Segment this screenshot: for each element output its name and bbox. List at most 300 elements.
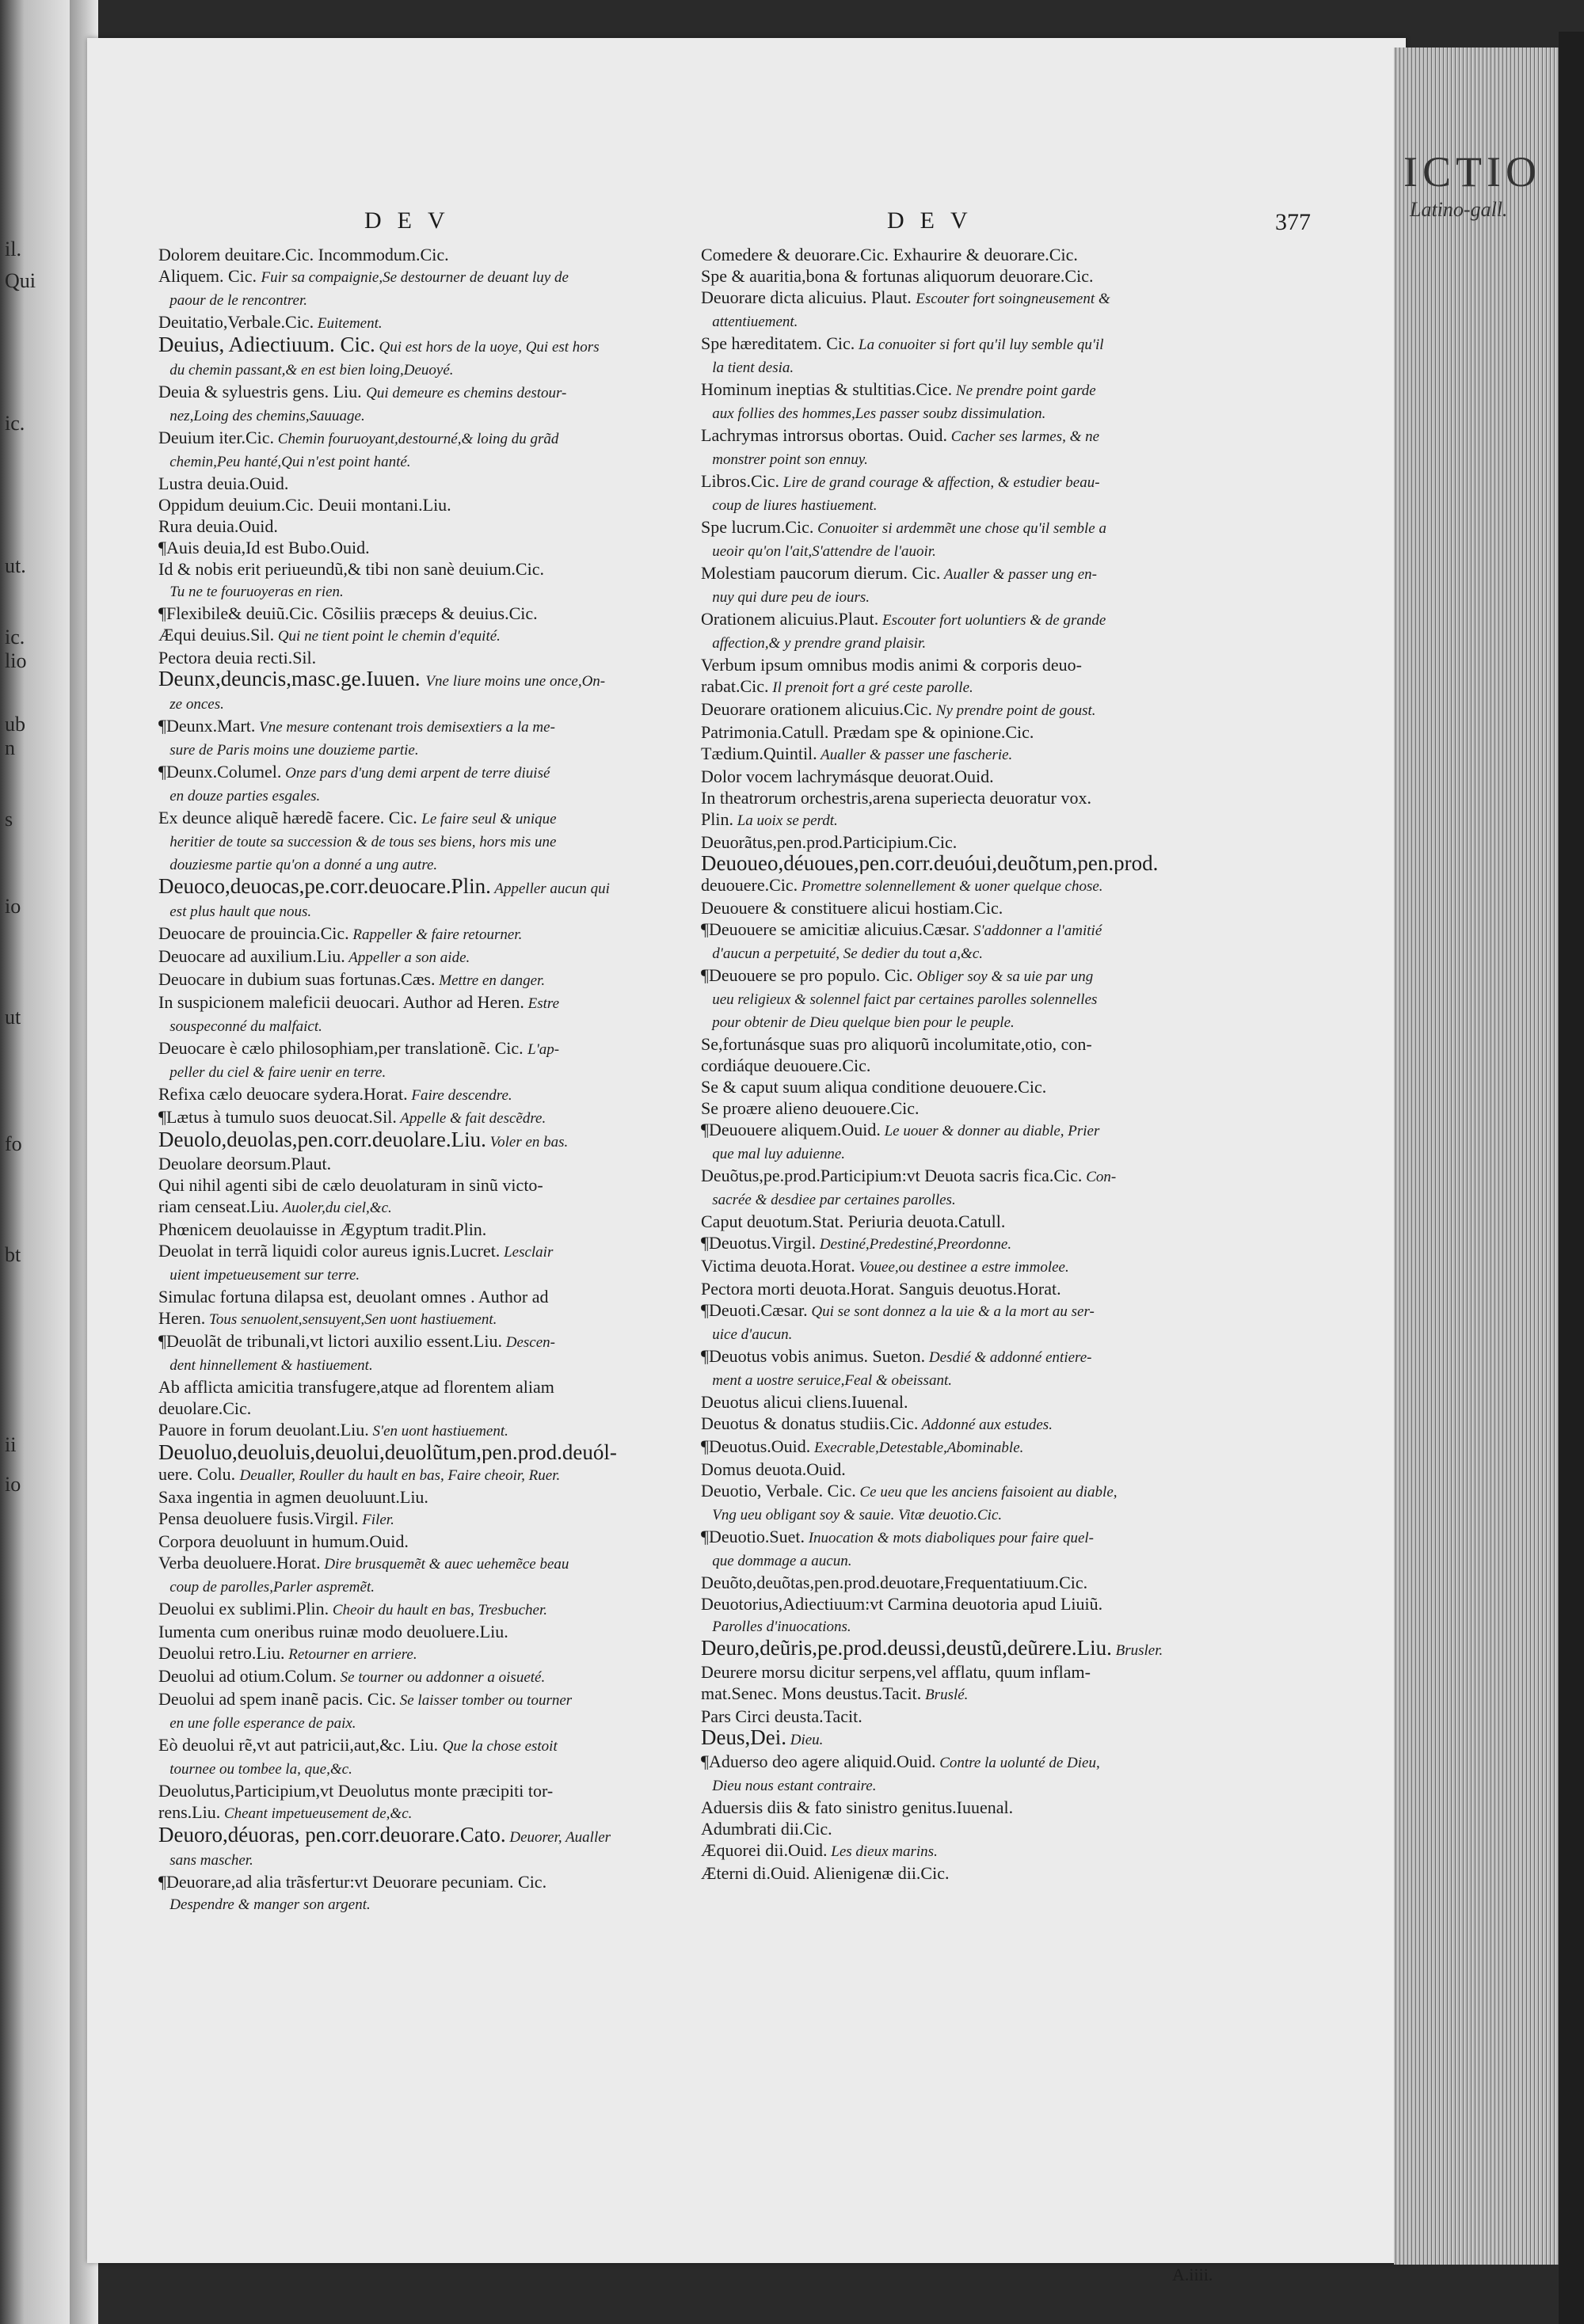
french-gloss: Lire de grand courage & affection, & estudier beau- <box>779 474 1100 491</box>
french-gloss: Dieu nous estant contraire. <box>701 1778 877 1794</box>
latin-text: Eò deuolui rẽ,vt aut patricii,aut,&c. Liu. <box>158 1735 443 1755</box>
french-gloss: Faire descendre. <box>407 1087 512 1104</box>
dictionary-line <box>158 1398 713 1419</box>
french-gloss: Vouee,ou destinee a estre immolee. <box>855 1259 1069 1276</box>
latin-text: Deuorare dicta alicuius. Plaut. <box>701 287 916 307</box>
latin-text: Æquorei dii.Ouid. <box>701 1840 828 1860</box>
french-gloss: sacrée & desdiee par certaines parolles. <box>701 1192 956 1208</box>
dictionary-line <box>158 1665 713 1688</box>
dictionary-line <box>158 265 713 288</box>
dictionary-line <box>701 808 1255 831</box>
margin-fragment: il. <box>5 238 21 261</box>
dictionary-line <box>701 401 1255 424</box>
latin-text: In theatrorum orchestris,arena superiecta deuoratur vox. <box>701 788 1091 808</box>
latin-text: Adumbrati dii.Cic. <box>701 1819 832 1839</box>
french-gloss: Fuir sa compaignie,Se destourner de deuant luy de <box>261 269 569 286</box>
dictionary-line <box>701 1839 1255 1862</box>
latin-text: Deuorare orationem alicuius.Cic. <box>701 699 933 719</box>
dictionary-line <box>701 1345 1255 1368</box>
french-gloss: Inuocation & mots diaboliques pour faire quel- <box>804 1530 1094 1546</box>
french-gloss: Rappeller & faire retourner. <box>348 926 523 943</box>
dictionary-line <box>158 288 713 311</box>
dictionary-line <box>158 1642 713 1665</box>
dictionary-line <box>158 1598 713 1621</box>
latin-text: Deuoro,déuoras, pen.corr.deuorare.Cato. <box>158 1824 506 1847</box>
french-gloss: Obliger soy & sa uie par ung <box>912 968 1094 985</box>
latin-text: Deuolui ad spem inanẽ pacis. Cic. <box>158 1689 396 1709</box>
latin-text: Pectora morti deuota.Horat. Sanguis deuotus.Horat. <box>701 1279 1061 1299</box>
latin-text: Orationem alicuius.Plaut. <box>701 609 879 629</box>
dictionary-line <box>158 1711 713 1734</box>
french-gloss: dent hinnellement & hastiuement. <box>158 1357 373 1374</box>
french-gloss: Execrable,Detestable,Abominable. <box>810 1440 1024 1456</box>
french-gloss: Qui se sont donnez a la uie & a la mort au ser- <box>807 1303 1095 1320</box>
dictionary-line <box>158 311 713 334</box>
latin-text: Deuolui ex sublimi.Plin. <box>158 1599 329 1618</box>
right-column <box>701 244 1255 1884</box>
latin-text: Id & nobis erit periueundũ,& tibi non sanè deuium.Cic. <box>158 559 544 579</box>
dictionary-line <box>701 1278 1255 1299</box>
latin-text: Corpora deuoluunt in humum.Ouid. <box>158 1531 409 1551</box>
french-gloss: nuy qui dure peu de iours. <box>701 589 870 606</box>
dictionary-line <box>158 1780 713 1801</box>
latin-text: ¶Deuorare,ad alia trãsfertur:vt Deuorare pecuniam. Cic. <box>158 1872 547 1892</box>
dictionary-line <box>158 473 713 494</box>
dictionary-line <box>158 1508 713 1531</box>
french-gloss: Euitement. <box>314 315 383 332</box>
dictionary-line <box>701 1413 1255 1436</box>
dictionary-line <box>158 1353 713 1376</box>
french-gloss: Voler en bas. <box>485 1134 569 1151</box>
dictionary-line <box>158 1196 713 1219</box>
dictionary-line <box>158 1575 713 1598</box>
latin-text: deuolare.Cic. <box>158 1398 252 1418</box>
dictionary-line <box>158 692 713 715</box>
margin-fragment: ii <box>5 1433 17 1456</box>
latin-text: Se,fortunásque suas pro aliquorũ incolumitate,otio, con- <box>701 1034 1092 1054</box>
french-gloss: peller du ciel & faire uenir en terre. <box>158 1064 386 1081</box>
french-gloss: ueoir qu'on l'ait,S'attendre de l'auoir. <box>701 543 936 560</box>
latin-text: ¶Deuolãt de tribunali,vt lictori auxilio essent.Liu. <box>158 1331 502 1351</box>
latin-text: Spe lucrum.Cic. <box>701 517 814 537</box>
latin-text: Libros.Cic. <box>701 471 779 491</box>
latin-text: Deus,Dei. <box>701 1727 786 1749</box>
dictionary-line <box>158 668 713 692</box>
dictionary-line <box>158 1688 713 1711</box>
dictionary-line <box>158 738 713 761</box>
dictionary-line <box>158 1106 713 1129</box>
dictionary-line <box>158 922 713 945</box>
dictionary-line <box>701 787 1255 808</box>
margin-fragment: lio <box>5 649 27 672</box>
french-gloss: ueu religieux & solennel faict par certaines parolles solennelles <box>701 991 1098 1008</box>
latin-text: Refixa cælo deuocare sydera.Horat. <box>158 1084 408 1104</box>
dictionary-line <box>701 310 1255 333</box>
french-gloss: Con- <box>1082 1169 1117 1185</box>
latin-text: Æqui deuius.Sil. <box>158 625 275 645</box>
latin-text: ¶Deunx.Columel. <box>158 762 282 782</box>
dictionary-line <box>701 1119 1255 1142</box>
latin-text: Æterni di.Ouid. Alienigenæ dii.Cic. <box>701 1863 950 1883</box>
dictionary-line <box>158 761 713 784</box>
dictionary-line <box>701 1299 1255 1322</box>
dictionary-line <box>158 1307 713 1330</box>
dictionary-line <box>158 537 713 558</box>
thumb-tab-sublabel: Latino-gall. <box>1410 198 1508 221</box>
latin-text: Deuoluo,deuoluis,deuolui,deuolũtum,pen.prod.deuól- <box>158 1442 617 1463</box>
margin-fragment: io <box>5 1473 21 1496</box>
dictionary-line <box>158 358 713 381</box>
french-gloss: Bruslé. <box>921 1687 969 1703</box>
dictionary-line <box>158 715 713 738</box>
latin-text: Deuolat in terrã liquidi color aureus ignis.Lucret. <box>158 1241 501 1261</box>
dictionary-line <box>701 897 1255 919</box>
latin-text: Deuocare ad auxilium.Liu. <box>158 946 345 966</box>
french-gloss: ze onces. <box>158 696 224 713</box>
margin-fragment: bt <box>5 1243 21 1266</box>
french-gloss: Vng ueu obligant soy & sauie. Vitæ deuotio.Cic. <box>701 1507 1003 1523</box>
french-gloss: Cheant impetueusement de,&c. <box>220 1805 413 1822</box>
latin-text: Pars Circi deusta.Tacit. <box>701 1706 862 1726</box>
latin-text: Heren. <box>158 1308 206 1328</box>
dictionary-line <box>701 333 1255 356</box>
latin-text: Deuia & syluestris gens. Liu. <box>158 382 367 401</box>
dictionary-line <box>158 1486 713 1508</box>
dictionary-line <box>158 450 713 473</box>
french-gloss: uice d'aucun. <box>701 1326 793 1343</box>
latin-text: Verbum ipsum omnibus modis animi & corporis deuo- <box>701 655 1082 675</box>
dictionary-line <box>158 1531 713 1552</box>
latin-text: Deunx,deuncis,masc.ge.Iuuen. <box>158 668 426 690</box>
margin-fragment: io <box>5 895 21 918</box>
french-gloss: Dire brusquemẽt & auec uehemẽce beau <box>320 1556 569 1573</box>
latin-text: ¶Deuoti.Cæsar. <box>701 1300 808 1320</box>
french-gloss: aux follies des hommes,Les passer soubz dissimulation. <box>701 405 1046 422</box>
french-gloss: Se tourner ou addonner a oisueté. <box>336 1669 546 1686</box>
dictionary-line <box>158 624 713 647</box>
french-gloss: ment a uostre seruice,Feal & obeissant. <box>701 1372 952 1389</box>
latin-text: Deuro,deũris,pe.prod.deussi,deustũ,deũrere.Liu. <box>701 1637 1112 1660</box>
dictionary-line <box>701 470 1255 493</box>
french-gloss: Deualler, Rouller du hault en bas, Faire cheoir, Ruer. <box>239 1467 561 1484</box>
latin-text: Deuocare è cælo philosophiam,per translationẽ. Cic. <box>158 1038 528 1058</box>
latin-text: Molestiam paucorum dierum. Cic. <box>701 563 941 583</box>
margin-fragment: ub <box>5 713 25 736</box>
dictionary-line <box>158 830 713 853</box>
dictionary-line <box>158 1263 713 1286</box>
dictionary-line <box>701 287 1255 310</box>
french-gloss: douziesme partie qu'on a donné a ung autre. <box>158 857 438 873</box>
french-gloss: du chemin passant,& en est bien loing,Deuoyé. <box>158 362 454 378</box>
french-gloss: uient impetueusement sur terre. <box>158 1267 360 1284</box>
dictionary-line <box>158 647 713 668</box>
french-gloss: la tient desia. <box>701 359 794 376</box>
dictionary-line <box>701 1706 1255 1727</box>
dictionary-line <box>701 1593 1255 1615</box>
dictionary-line <box>701 1683 1255 1706</box>
latin-text: Patrimonia.Catull. Prædam spe & opinione.Cic. <box>701 722 1034 742</box>
margin-fragment: n <box>5 736 15 759</box>
french-gloss: sans mascher. <box>158 1852 253 1869</box>
margin-fragment: ut <box>5 1006 21 1029</box>
french-gloss: Appeller aucun qui <box>490 881 610 897</box>
dictionary-line <box>701 675 1255 698</box>
latin-text: Deuium iter.Cic. <box>158 428 275 447</box>
left-page-edge <box>0 0 70 2324</box>
latin-text: rens.Liu. <box>158 1802 221 1822</box>
dictionary-line <box>701 1727 1255 1751</box>
dictionary-line <box>701 743 1255 766</box>
page-edges <box>1394 48 1560 2265</box>
french-gloss: La uoix se perdt. <box>733 812 838 829</box>
latin-text: Victima deuota.Horat. <box>701 1256 855 1276</box>
dictionary-line <box>701 874 1255 897</box>
latin-text: Lachrymas introrsus obortas. Ouid. <box>701 425 947 445</box>
french-gloss: Aualler & passer ung en- <box>940 566 1097 583</box>
latin-text: Deuolare deorsum.Plaut. <box>158 1154 332 1173</box>
french-gloss: est plus hault que nous. <box>158 903 312 920</box>
dictionary-line <box>158 1419 713 1442</box>
left-page-margin-text <box>0 0 70 2324</box>
dictionary-line <box>158 1286 713 1307</box>
dictionary-line <box>158 1552 713 1575</box>
dictionary-line <box>701 1322 1255 1345</box>
latin-text: Deuorãtus,pen.prod.Participium.Cic. <box>701 832 958 852</box>
latin-text: Deuotus alicui cliens.Iuuenal. <box>701 1392 908 1412</box>
dictionary-line <box>158 603 713 624</box>
dictionary-line <box>158 244 713 265</box>
dictionary-line <box>158 1442 713 1463</box>
french-gloss: Filer. <box>358 1512 394 1528</box>
dictionary-line <box>701 1391 1255 1413</box>
latin-text: ¶Deuotus.Virgil. <box>701 1233 817 1253</box>
latin-text: deuouere.Cic. <box>701 875 798 895</box>
french-gloss: Mettre en danger. <box>435 972 546 989</box>
latin-text: ¶Deuotus.Ouid. <box>701 1436 811 1456</box>
french-gloss: Auoler,du ciel,&c. <box>279 1200 392 1216</box>
margin-fragment: fo <box>5 1132 22 1155</box>
dictionary-line <box>158 853 713 876</box>
french-gloss: Estre <box>524 995 560 1012</box>
dictionary-line <box>701 1255 1255 1278</box>
latin-text: Se proære alieno deuouere.Cic. <box>701 1098 920 1118</box>
french-gloss: sure de Paris moins une douzieme partie. <box>158 742 419 759</box>
latin-text: Aliquem. Cic. <box>158 266 261 286</box>
latin-text: rabat.Cic. <box>701 676 769 696</box>
french-gloss: S'addonner a l'amitié <box>969 922 1102 939</box>
dictionary-line <box>158 1153 713 1174</box>
margin-fragment: ut. <box>5 554 26 577</box>
french-gloss: Cacher ses larmes, & ne <box>947 428 1100 445</box>
dictionary-line <box>701 1549 1255 1572</box>
latin-text: ¶Deuotio.Suet. <box>701 1527 805 1546</box>
french-gloss: Promettre solennellement & uoner quelque chose. <box>798 878 1103 895</box>
french-gloss: Que la chose estoit <box>442 1738 558 1755</box>
french-gloss: L'ap- <box>527 1041 560 1058</box>
dictionary-line <box>701 831 1255 853</box>
dictionary-line <box>158 1871 713 1892</box>
dictionary-line <box>701 1615 1255 1637</box>
latin-text: Deuolo,deuolas,pen.corr.deuolare.Liu. <box>158 1129 486 1151</box>
french-gloss: Ny prendre point de goust. <box>932 702 1096 719</box>
french-gloss: Onze pars d'ung demi arpent de terre diuisé <box>281 765 550 782</box>
french-gloss: affection,& y prendre grand plaisir. <box>701 635 927 652</box>
dictionary-line <box>701 1232 1255 1255</box>
french-gloss: Appeller a son aide. <box>345 949 470 966</box>
french-gloss: Conuoiter si ardemmẽt une chose qu'il semble a <box>813 520 1106 537</box>
french-gloss: nez,Loing des chemins,Sauuage. <box>158 408 365 424</box>
dictionary-line <box>701 1661 1255 1683</box>
dictionary-line <box>701 447 1255 470</box>
latin-text: Verba deuoluere.Horat. <box>158 1553 321 1573</box>
french-gloss: tournee ou tombee la, que,&c. <box>158 1761 352 1778</box>
french-gloss: Retourner en arriere. <box>284 1646 417 1663</box>
latin-text: ¶Auis deuia,Id est Bubo.Ouid. <box>158 538 370 557</box>
french-gloss: pour obtenir de Dieu quelque bien pour le peuple. <box>701 1014 1015 1031</box>
french-gloss: heritier de toute sa succession & de tous ses biens, hors mis une <box>158 834 557 850</box>
french-gloss: en douze parties esgales. <box>158 788 321 804</box>
dictionary-line <box>158 900 713 922</box>
dictionary-line <box>158 334 713 358</box>
latin-text: Deuitatio,Verbale.Cic. <box>158 312 314 332</box>
dictionary-line <box>701 493 1255 516</box>
french-gloss: Se laisser tomber ou tourner <box>395 1692 573 1709</box>
latin-text: Comedere & deuorare.Cic. Exhaurire & deuorare.Cic. <box>701 245 1078 264</box>
dictionary-line <box>158 427 713 450</box>
dictionary-line <box>701 1055 1255 1076</box>
dictionary-line <box>701 1076 1255 1097</box>
dictionary-line <box>701 1436 1255 1459</box>
latin-text: Se & caput suum aliqua conditione deuouere.Cic. <box>701 1077 1047 1097</box>
french-gloss: Parolles d'inuocations. <box>701 1618 851 1635</box>
french-gloss: que dommage a aucun. <box>701 1553 852 1569</box>
latin-text: Deuotio, Verbale. Cic. <box>701 1481 856 1501</box>
dictionary-line <box>701 562 1255 585</box>
latin-text: Pauore in forum deuolant.Liu. <box>158 1420 369 1440</box>
dictionary-line <box>701 424 1255 447</box>
french-gloss: en une folle esperance de paix. <box>158 1715 356 1732</box>
latin-text: Deuoco,deuocas,pe.corr.deuocare.Plin. <box>158 876 491 898</box>
latin-text: Oppidum deuium.Cic. Deuii montani.Liu. <box>158 495 451 515</box>
french-gloss: Le uouer & donner au diable, Prier <box>880 1123 1100 1139</box>
dictionary-line <box>701 244 1255 265</box>
latin-text: Deuius, Adiectiuum. Cic. <box>158 334 375 356</box>
french-gloss: Deuorer, Aualler <box>505 1829 611 1846</box>
latin-text: Deuotus & donatus studiis.Cic. <box>701 1413 919 1433</box>
french-gloss: souspeconné du malfaict. <box>158 1018 322 1035</box>
latin-text: Deuouere & constituere alicui hostiam.Cic. <box>701 898 1003 918</box>
french-gloss: Escouter fort soingneusement & <box>916 291 1110 307</box>
dictionary-line <box>701 1572 1255 1593</box>
dictionary-line <box>158 1463 713 1486</box>
french-gloss: S'en uont hastiuement. <box>368 1423 508 1440</box>
latin-text: Dolorem deuitare.Cic. Incommodum.Cic. <box>158 245 449 264</box>
dictionary-line <box>158 807 713 830</box>
dictionary-line <box>701 853 1255 874</box>
french-gloss: Qui demeure es chemins destour- <box>366 385 567 401</box>
french-gloss: Ne prendre point garde <box>952 382 1096 399</box>
dictionary-line <box>701 1368 1255 1391</box>
dictionary-line <box>701 356 1255 378</box>
dictionary-line <box>701 1459 1255 1480</box>
dictionary-line <box>701 631 1255 654</box>
running-head-right: DEV <box>887 207 984 234</box>
latin-text: Spe hæreditatem. Cic. <box>701 333 855 353</box>
french-gloss: Le faire seul & unique <box>421 811 557 827</box>
french-gloss: Brusler. <box>1111 1642 1163 1659</box>
margin-fragment: Qui <box>5 269 36 292</box>
dictionary-line <box>158 784 713 807</box>
dictionary-line <box>158 1621 713 1642</box>
dictionary-line <box>701 1797 1255 1818</box>
latin-text: ¶Lætus à tumulo suos deuocat.Sil. <box>158 1107 397 1127</box>
margin-fragment: ic. <box>5 626 25 649</box>
dictionary-line <box>701 766 1255 787</box>
french-gloss: Escouter fort uoluntiers & de grande <box>878 612 1106 629</box>
french-gloss: Chemin fouruoyant,destourné,& loing du grãd <box>274 431 559 447</box>
dictionary-line <box>701 1142 1255 1165</box>
latin-text: Lustra deuia.Ouid. <box>158 474 289 493</box>
latin-text: Aduersis diis & fato sinistro genitus.Iuuenal. <box>701 1797 1014 1817</box>
dictionary-line <box>158 1060 713 1083</box>
latin-text: Caput deuotum.Stat. Periuria deuota.Catull. <box>701 1211 1006 1231</box>
latin-text: Deuõtus,pe.prod.Participium:vt Deuota sacris fica.Cic. <box>701 1166 1083 1185</box>
latin-text: Pensa deuoluere fusis.Virgil. <box>158 1508 359 1528</box>
french-gloss: coup de liures hastiuement. <box>701 497 878 514</box>
thumb-tab-label: ICTIO <box>1403 148 1541 196</box>
french-gloss: Qui ne tient point le chemin d'equité. <box>274 628 501 645</box>
french-gloss: Les dieux marins. <box>827 1843 938 1860</box>
dictionary-line <box>158 1376 713 1398</box>
dictionary-line <box>701 919 1255 941</box>
dictionary-line <box>158 945 713 968</box>
dictionary-line <box>701 1526 1255 1549</box>
dictionary-line <box>158 404 713 427</box>
dictionary-line <box>701 1751 1255 1774</box>
french-gloss: attentiuement. <box>701 314 798 330</box>
latin-text: Dolor vocem lachrymásque deuorat.Ouid. <box>701 766 994 786</box>
latin-text: Deuolui retro.Liu. <box>158 1643 285 1663</box>
dictionary-line <box>158 1848 713 1871</box>
dictionary-line <box>701 516 1255 539</box>
dictionary-line <box>158 968 713 991</box>
latin-text: Deuocare in dubium suas fortunas.Cæs. <box>158 969 436 989</box>
dictionary-line <box>158 558 713 580</box>
dictionary-line <box>158 1083 713 1106</box>
french-gloss: coup de parolles,Parler aspremẽt. <box>158 1579 375 1596</box>
dictionary-line <box>158 876 713 900</box>
dictionary-line <box>701 964 1255 987</box>
signature-mark: A.iiii. <box>1172 2265 1213 2284</box>
french-gloss: Cheoir du hault en bas, Tresbucher. <box>329 1602 547 1618</box>
dictionary-line <box>158 1037 713 1060</box>
dictionary-line <box>701 378 1255 401</box>
latin-text: ¶Flexibile& deuiũ.Cic. Cõsiliis præceps & deuius.Cic. <box>158 603 538 623</box>
dark-background <box>1559 32 1584 2324</box>
running-head-left: DEV <box>364 207 461 234</box>
french-gloss: Desdié & addonné entiere- <box>925 1349 1092 1366</box>
latin-text: ¶Deuouere se pro populo. Cic. <box>701 965 913 985</box>
french-gloss: chemin,Peu hanté,Qui n'est point hanté. <box>158 454 411 470</box>
latin-text: Domus deuota.Ouid. <box>701 1459 846 1479</box>
dictionary-line <box>701 1211 1255 1232</box>
french-gloss: Ce ueu que les anciens faisoient au diable, <box>855 1484 1118 1501</box>
margin-fragment: ic. <box>5 412 25 435</box>
latin-text: Pectora deuia recti.Sil. <box>158 648 317 668</box>
latin-text: riam censeat.Liu. <box>158 1196 280 1216</box>
dictionary-line <box>701 1480 1255 1503</box>
latin-text: Saxa ingentia in agmen deuoluunt.Liu. <box>158 1487 428 1507</box>
